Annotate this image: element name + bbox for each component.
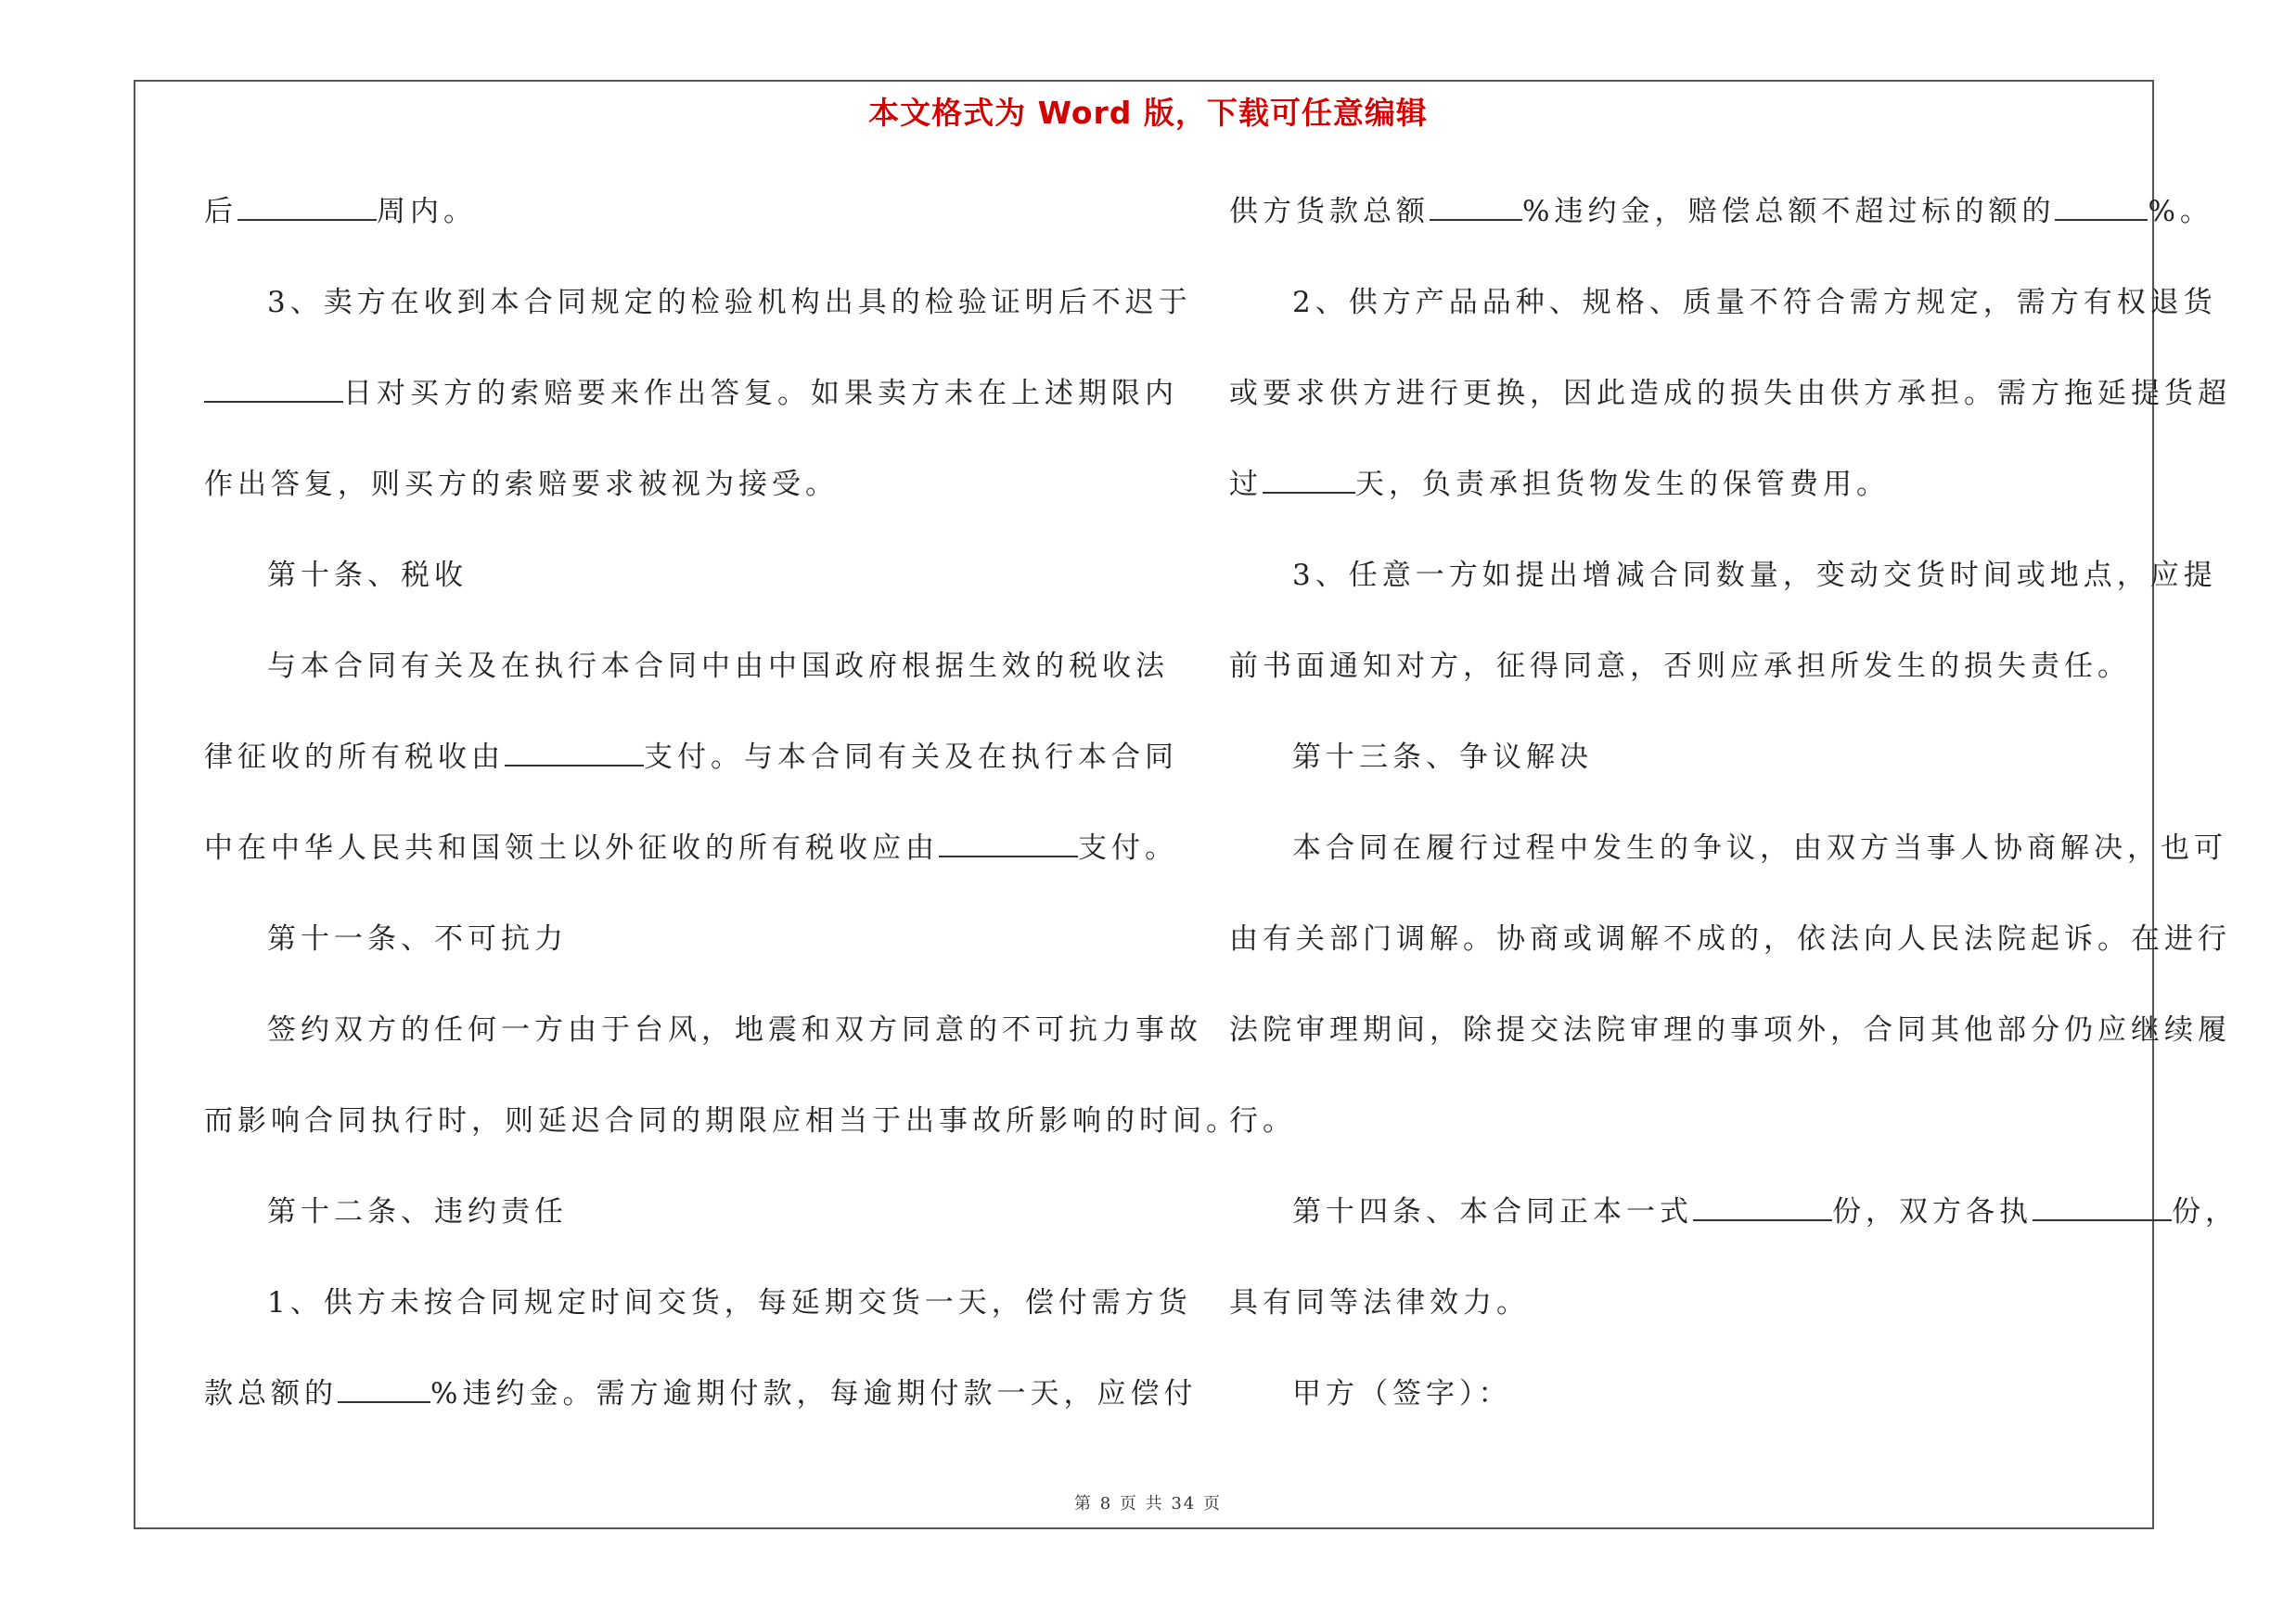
left-line-7-a: 律征收的所有税收由: [204, 741, 505, 774]
blank-field: [505, 728, 644, 766]
section-heading-force-majeure: 第十一条、不可抗力: [267, 922, 568, 956]
left-line-4: 作出答复，则买方的索赔要求被视为接受。: [204, 468, 839, 501]
right-line-13: 具有同等法律效力。: [1229, 1286, 1530, 1320]
right-column: [1229, 182, 2238, 1455]
right-line-1: [1229, 182, 2213, 273]
edit-banner: 本文格式为 Word 版，下载可任意编辑: [868, 95, 1428, 131]
section-heading-breach: 第十二条、违约责任: [267, 1195, 568, 1229]
signature-party-a: 甲方（签字）：: [1292, 1377, 1512, 1410]
right-line-4-b: 天，负责承担货物发生的保管费用。: [1355, 468, 1890, 501]
left-line-11: 而影响合同执行时，则延迟合同的期限应相当于出事故所影响的时间。: [204, 1104, 1239, 1138]
blank-field: [1263, 455, 1355, 494]
blank-field: [2033, 1182, 2172, 1221]
right-line-1-c: %。: [2148, 195, 2213, 228]
section-heading-tax: 第十条、税收: [267, 559, 468, 592]
right-line-9: 由有关部门调解。协商或调解不成的，依法向人民法院起诉。在进行: [1229, 922, 2231, 956]
blank-field: [939, 818, 1078, 857]
blank-field: [1693, 1182, 1832, 1221]
left-line-1: [204, 182, 1122, 273]
right-line-4: [1229, 455, 2148, 546]
left-column: [204, 182, 1239, 1455]
right-line-12-a: 第十四条、本合同正本一式: [1292, 1195, 1693, 1229]
left-line-13: 1、供方未按合同规定时间交货，每延期交货一天，偿付需方货: [267, 1286, 1192, 1320]
blank-field: [338, 1364, 430, 1403]
right-line-11: 行。: [1229, 1104, 1296, 1138]
left-line-8: [204, 818, 1178, 909]
left-line-14-a: 款总额的: [204, 1377, 338, 1410]
left-line-7: [204, 728, 1178, 818]
blank-field: [204, 364, 343, 403]
left-line-3: [204, 364, 1178, 455]
left-line-3-b: 日对买方的索赔要来作出答复。如果卖方未在上述期限内: [343, 377, 1178, 410]
left-line-14: [204, 1364, 1198, 1455]
left-line-8-a: 中在中华人民共和国领土以外征收的所有税收应由: [204, 831, 939, 865]
section-heading-dispute: 第十三条、争议解决: [1292, 741, 1593, 774]
right-line-3: 或要求供方进行更换，因此造成的损失由供方承担。需方拖延提货超: [1229, 377, 2231, 410]
left-line-1-b: 周内。: [377, 195, 477, 228]
blank-field: [237, 182, 377, 221]
right-line-12-b: 份，双方各执: [1832, 1195, 2033, 1229]
right-line-5: 3、任意一方如提出增减合同数量，变动交货时间或地点，应提: [1292, 559, 2217, 592]
blank-field: [1430, 182, 1522, 221]
right-line-12-c: 份，: [2172, 1195, 2238, 1229]
right-line-10: 法院审理期间，除提交法院审理的事项外，合同其他部分仍应继续履: [1229, 1013, 2231, 1047]
right-line-8: 本合同在履行过程中发生的争议，由双方当事人协商解决，也可: [1292, 831, 2227, 865]
left-line-8-b: 支付。: [1078, 831, 1178, 865]
left-line-2: 3、卖方在收到本合同规定的检验机构出具的检验证明后不迟于: [267, 286, 1192, 319]
left-line-6: 与本合同有关及在执行本合同中由中国政府根据生效的税收法: [267, 650, 1169, 683]
right-line-1-a: 供方货款总额: [1229, 195, 1430, 228]
right-line-6: 前书面通知对方，征得同意，否则应承担所发生的损失责任。: [1229, 650, 2131, 683]
right-line-1-b: %违约金，赔偿总额不超过标的额的: [1522, 195, 2056, 228]
right-line-2: 2、供方产品品种、规格、质量不符合需方规定，需方有权退货: [1292, 286, 2217, 319]
left-line-10: 签约双方的任何一方由于台风，地震和双方同意的不可抗力事故: [267, 1013, 1202, 1047]
blank-field: [2055, 182, 2148, 221]
right-line-12: [1229, 1182, 2238, 1273]
page-number: 第 8 页 共 34 页: [1074, 1494, 1222, 1514]
right-line-4-a: 过: [1229, 468, 1263, 501]
left-line-14-b: %违约金。需方逾期付款，每逾期付款一天，应偿付: [430, 1377, 1198, 1410]
left-line-1-a: 后: [204, 195, 237, 228]
left-line-7-b: 支付。与本合同有关及在执行本合同: [644, 741, 1178, 774]
